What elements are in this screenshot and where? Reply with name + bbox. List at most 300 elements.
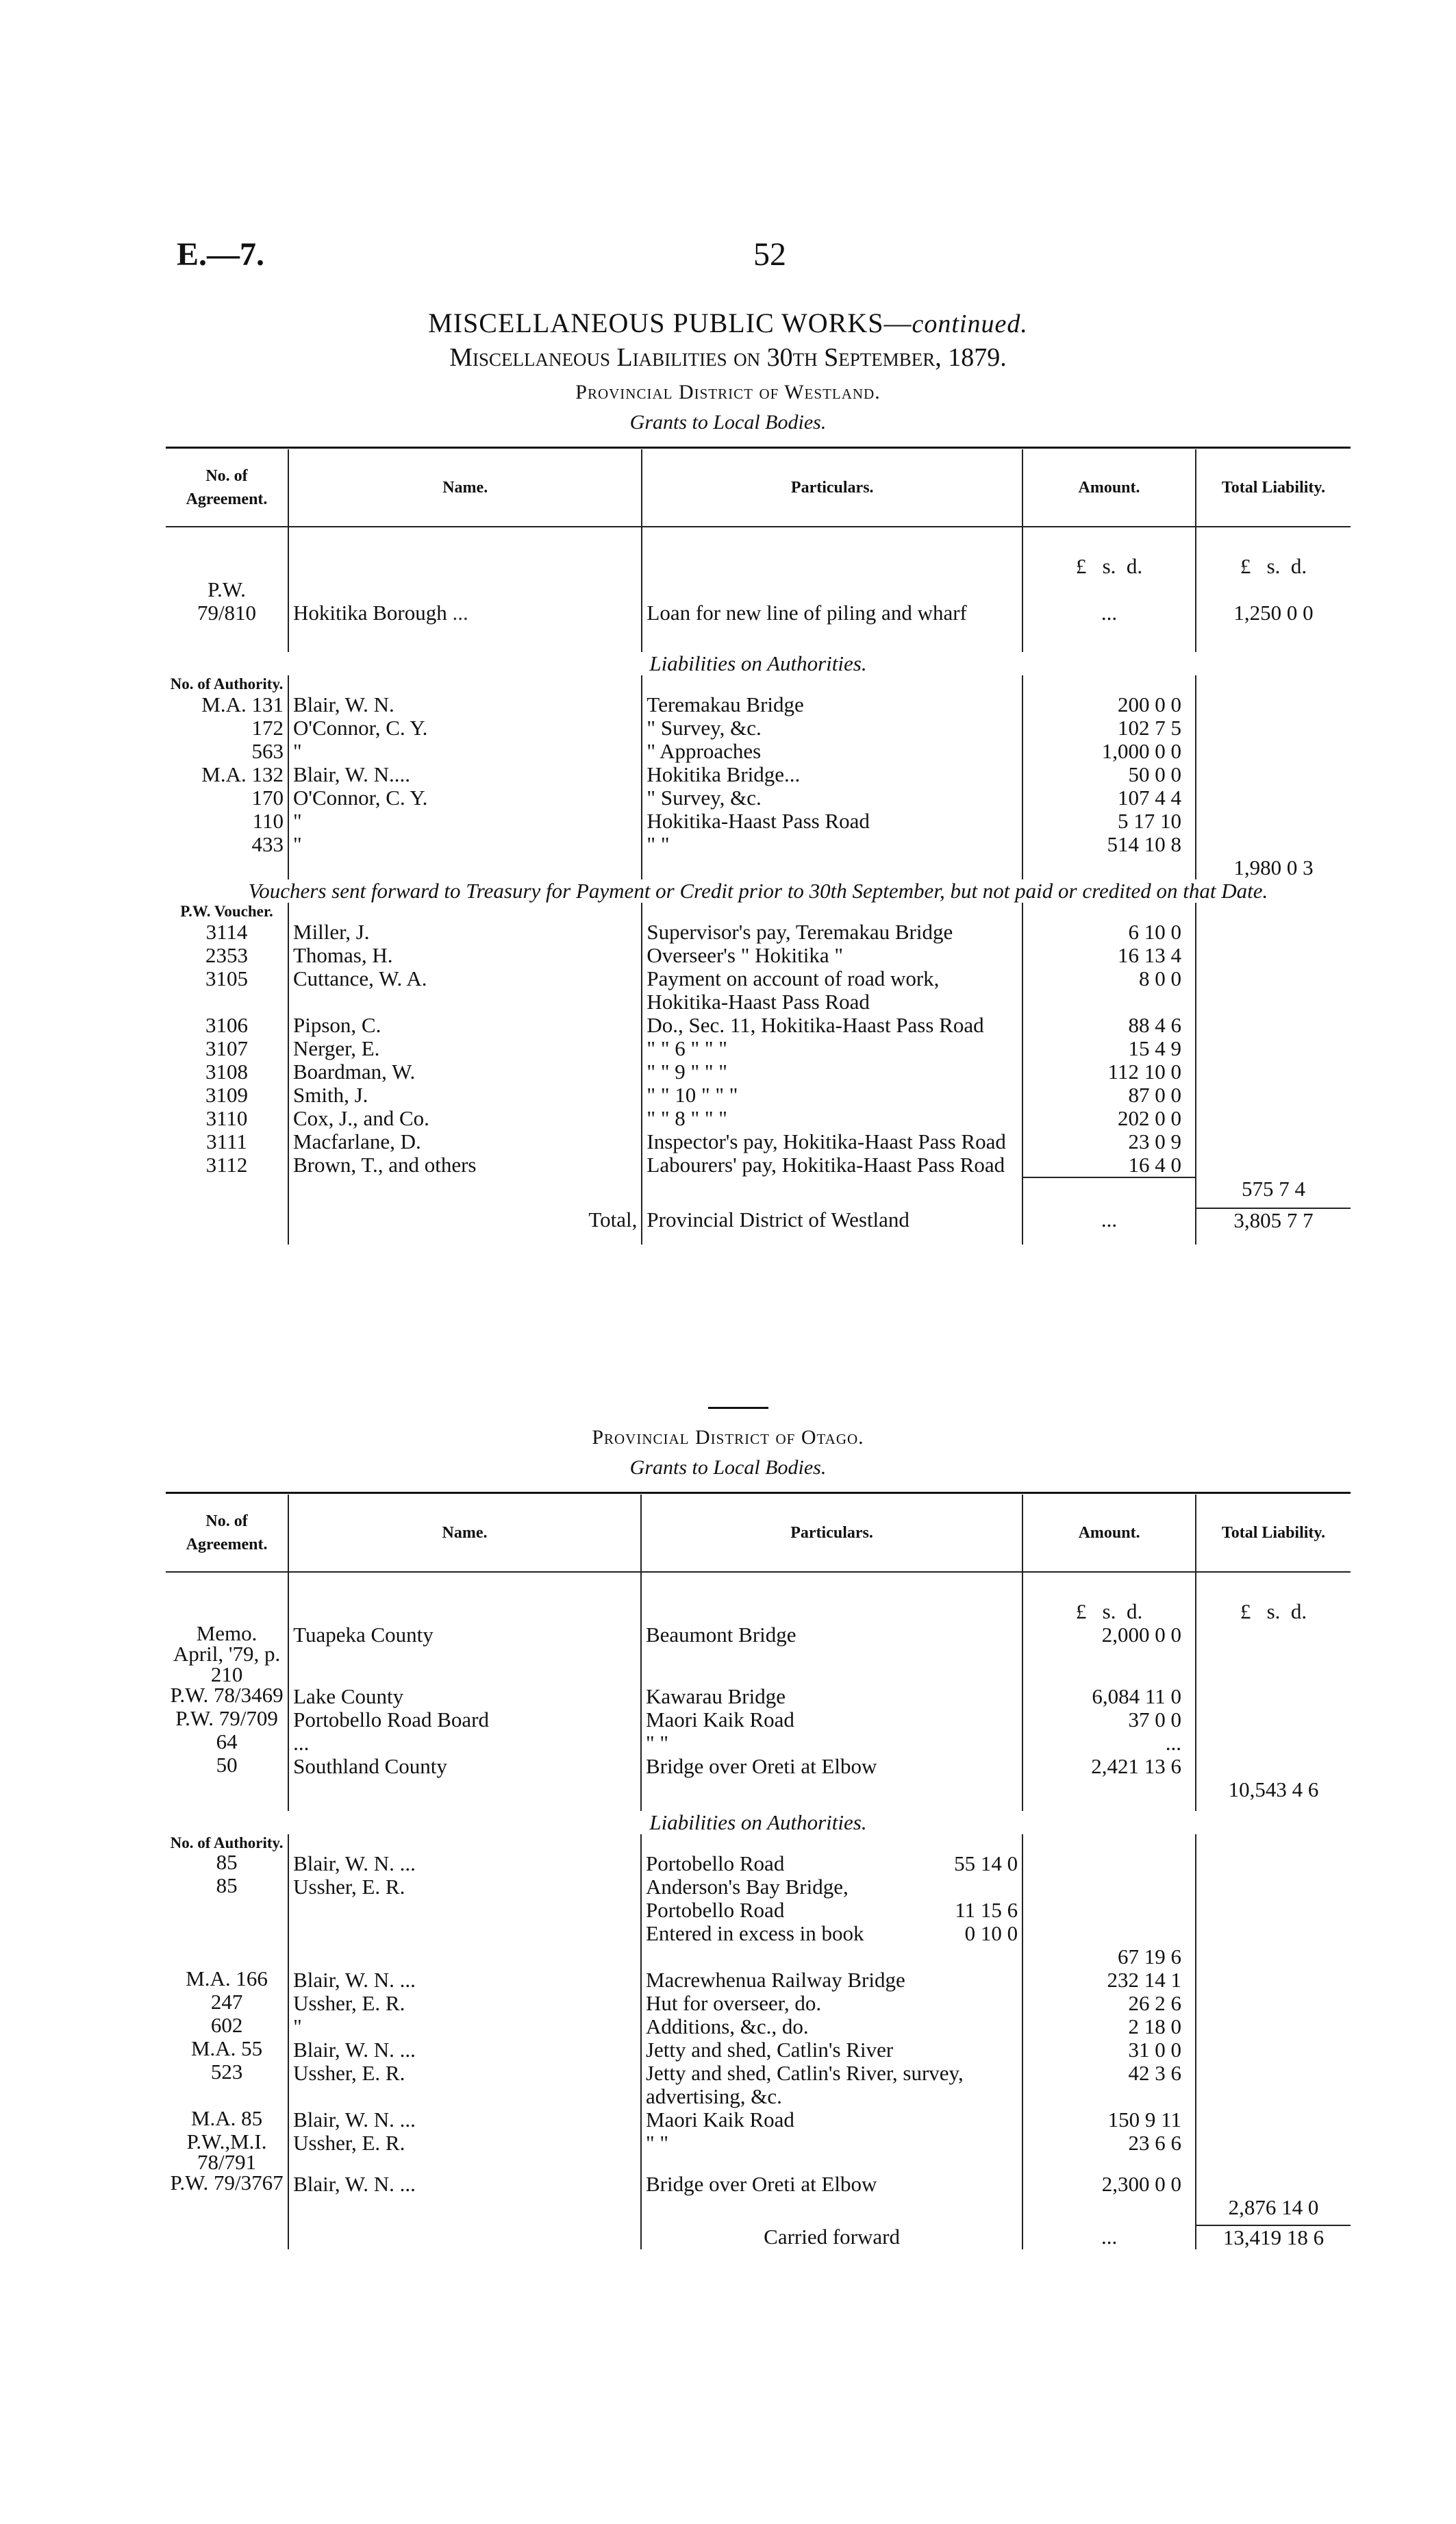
voucher-row	[166, 1130, 1351, 1153]
spacer-row	[166, 1572, 1351, 1600]
cell-particulars	[642, 625, 1022, 652]
cell-name	[288, 555, 642, 578]
cell-number	[166, 527, 288, 555]
authority-row	[166, 740, 1351, 763]
cell-name	[288, 527, 642, 555]
spacer-row	[166, 1232, 1351, 1245]
voucher-row	[166, 921, 1351, 944]
cell-number: 170	[251, 786, 284, 810]
cell-particulars: Overseer's " Hokitika "	[642, 944, 1022, 967]
cell-number	[166, 1945, 288, 1969]
cell-particulars	[641, 1778, 1022, 1801]
cell-name: Thomas, H.	[288, 944, 642, 967]
cell-particulars	[641, 1992, 1022, 2015]
cell-particulars	[641, 1572, 1022, 1600]
cell-number	[166, 578, 288, 625]
cell-name: O'Connor, C. Y.	[288, 786, 642, 810]
cell-name: Ussher, E. R.	[288, 1992, 641, 2015]
cell-name	[288, 1177, 642, 1201]
authority-particulars: Macrewhenua Railway Bridge	[645, 1968, 905, 1992]
cell-number: 433	[251, 832, 284, 856]
cell-name: Blair, W. N. ...	[288, 2173, 641, 2196]
cell-total	[1196, 921, 1351, 944]
cell-total	[1196, 1801, 1351, 1811]
cell-amount: 37 0 0	[1022, 1708, 1196, 1732]
cell-total	[1196, 2219, 1351, 2225]
cell-total	[1196, 1945, 1351, 1969]
vouchers-subtotal-row	[166, 1177, 1351, 1201]
cell-total	[1196, 786, 1351, 810]
authority-row	[166, 2038, 1351, 2062]
cell-name: Blair, W. N. ...	[288, 2038, 641, 2062]
cell-number: M.A. 85	[190, 2106, 263, 2130]
cell-name: ...	[288, 1732, 641, 1755]
cell-amount	[1022, 1922, 1196, 1945]
cell-total	[1196, 675, 1351, 693]
cell-total	[1196, 810, 1351, 833]
shilling-unit: s.	[1102, 1599, 1116, 1623]
pound-unit: £	[1075, 1599, 1087, 1623]
cell-number: 247	[210, 1990, 243, 2014]
cell-name: Cuttance, W. A.	[288, 967, 642, 1014]
cell-number: M.A. 131	[201, 692, 284, 716]
cell-particulars: " Survey, &c.	[642, 716, 1022, 740]
cell-amount: ...	[1022, 2225, 1196, 2249]
cell-number	[166, 856, 288, 879]
cell-name	[288, 675, 642, 693]
cell-amount	[1022, 578, 1196, 625]
authority-row	[166, 2015, 1351, 2038]
cell-amount	[1022, 1177, 1196, 1201]
cell-number	[166, 1572, 288, 1600]
cell-particulars	[642, 903, 1022, 921]
agreements-subtotal-row	[166, 1778, 1351, 1801]
cell-amount: 2,000 0 0	[1022, 1623, 1196, 1685]
cell-particulars: Labourers' pay, Hokitika-Haast Pass Road	[642, 1153, 1022, 1177]
cell-particulars	[642, 856, 1022, 879]
district-westland: Provincial District of Westland.	[575, 381, 881, 403]
cell-amount: 107 4 4	[1022, 786, 1196, 810]
cell-total: 10,543 4 6	[1196, 1778, 1351, 1801]
authority-row	[166, 1875, 1351, 1899]
cell-total	[1196, 625, 1351, 652]
cell-number: P.W.,M.I. 78/791	[186, 2129, 267, 2174]
cell-name: Ussher, E. R.	[288, 1875, 641, 1899]
cell-number: P.W. Voucher.	[180, 903, 273, 920]
agreement-name: Hokitika Borough	[293, 601, 447, 625]
cell-total	[1196, 1060, 1351, 1084]
cell-number: 3108	[205, 1060, 248, 1084]
voucher-row	[166, 967, 1351, 1014]
cell-amount	[1022, 675, 1196, 693]
cell-total	[1196, 1130, 1351, 1153]
cell-total: 13,419 18 6	[1196, 2225, 1351, 2249]
cell-name: Pipson, C.	[288, 1014, 642, 1037]
cell-particulars	[641, 1801, 1022, 1811]
cell-number: 3107	[205, 1036, 248, 1060]
cell-total	[1196, 2038, 1351, 2062]
westland-table	[166, 449, 1351, 1245]
cell-number: 85	[216, 1873, 238, 1897]
cell-number: 3112	[205, 1153, 248, 1177]
cell-number	[166, 1208, 288, 1232]
col-amount: Amount.	[1022, 1495, 1196, 1572]
cell-number: P.W. 78/3469	[170, 1683, 284, 1707]
inner-amount: 55 14 0	[954, 1851, 1018, 1875]
cell-total	[1196, 1922, 1351, 1945]
cell-total	[1196, 1992, 1351, 2015]
cell-name	[288, 1945, 641, 1969]
cell-name: "	[288, 740, 642, 763]
main-title: MISCELLANEOUS PUBLIC WORKS—continued.	[428, 308, 1028, 338]
pence-unit: d.	[1126, 554, 1143, 578]
cell-number	[166, 1778, 288, 1801]
cell-number: 3105	[205, 966, 248, 990]
cell-total	[1196, 944, 1351, 967]
cell-name	[288, 1600, 641, 1623]
cell-total: 2,876 14 0	[1196, 2196, 1351, 2219]
authority-row	[166, 833, 1351, 856]
cell-total	[1196, 1755, 1351, 1778]
cell-number: 602	[210, 2013, 243, 2037]
table-top-rule	[166, 447, 1351, 449]
cell-particulars	[642, 527, 1022, 555]
cell-name: "	[288, 2015, 641, 2038]
cell-amount	[1022, 2196, 1196, 2219]
cell-particulars	[641, 1945, 1022, 1969]
authority-row	[166, 1899, 1351, 1922]
cell-number: M.A. 166	[186, 1966, 268, 1990]
cell-number: No. of Authority.	[170, 1834, 284, 1851]
cell-total	[1196, 1623, 1351, 1685]
spacer-row	[166, 2219, 1351, 2225]
shilling-unit: s.	[1102, 554, 1116, 578]
cell-name: Smith, J.	[288, 1084, 642, 1107]
cell-amount	[1022, 1852, 1196, 1875]
authorities-subtotal-row	[166, 856, 1351, 879]
cell-number: 3114	[205, 920, 248, 944]
liabilities-heading	[166, 652, 1351, 675]
cell-number	[166, 2196, 288, 2219]
cell-particulars	[641, 1969, 1022, 1992]
col-agreement: No. of Agreement.	[166, 1495, 288, 1572]
agreement-row	[166, 1623, 1351, 1685]
cell-particulars	[641, 1834, 1022, 1852]
col-total: Total Liability.	[1196, 1495, 1351, 1572]
cell-particulars: Payment on account of road work, Hokitika-Haast Pass Road	[642, 967, 1022, 1014]
voucher-label-row	[166, 903, 1351, 921]
cell-total	[1196, 693, 1351, 716]
agreement-row	[166, 1732, 1351, 1755]
cell-number: 563	[251, 739, 284, 763]
cell-number: 85	[216, 1850, 238, 1874]
cell-number: M.A. 55	[190, 2036, 263, 2060]
carried-forward-row	[166, 2225, 1351, 2249]
cell-amount: 23 0 9	[1022, 1130, 1196, 1153]
cell-name	[288, 1572, 641, 1600]
cell-total	[1196, 2015, 1351, 2038]
pence-unit: d.	[1290, 1599, 1307, 1623]
section-label: Vouchers sent forward to Treasury for Payment or Credit prior to 30th September, but not paid or credited on that Date.	[248, 879, 1268, 903]
agreement-row	[166, 1755, 1351, 1778]
cell-amount: 31 0 0	[1022, 2038, 1196, 2062]
cell-amount: 6,084 11 0	[1022, 1685, 1196, 1708]
cell-amount: 6 10 0	[1022, 921, 1196, 944]
cell-number: 50	[216, 1753, 238, 1777]
cell-name: Blair, W. N. ...	[288, 2108, 641, 2132]
cell-particulars	[641, 2038, 1022, 2062]
cell-particulars	[641, 2015, 1022, 2038]
otago-table-top-rule	[166, 1492, 1351, 1494]
cell-number: Memo. April, '79, p. 210	[173, 1621, 281, 1686]
cell-amount: 23 6 6	[1022, 2132, 1196, 2173]
cell-amount: 87 0 0	[1022, 1084, 1196, 1107]
authority-row	[166, 2173, 1351, 2196]
cell-name: Cox, J., and Co.	[288, 1107, 642, 1130]
cell-amount	[1022, 1834, 1196, 1852]
cell-name	[288, 856, 642, 879]
cell-particulars	[641, 1875, 1022, 1899]
cell-name: Total,	[288, 1208, 642, 1232]
col-agreement: No. of Agreement.	[166, 449, 288, 527]
authority-label-row	[166, 1834, 1351, 1852]
leader-dots: ...	[452, 601, 468, 625]
cell-particulars: " " 9 " " "	[642, 1060, 1022, 1084]
shilling-unit: s.	[1266, 1599, 1281, 1623]
cell-name	[288, 1922, 641, 1945]
cell-particulars: " " 6 " " "	[642, 1037, 1022, 1060]
cell-total	[1196, 1685, 1351, 1708]
cell-amount: 50 0 0	[1022, 763, 1196, 786]
voucher-row	[166, 1084, 1351, 1107]
cell-number: 3106	[205, 1013, 248, 1037]
cell-particulars: " "	[641, 1732, 1022, 1755]
cell-amount: 1,000 0 0	[1022, 740, 1196, 763]
cell-number	[166, 1600, 288, 1623]
inner-amount: 11 15 6	[955, 1898, 1018, 1922]
col-total: Total Liability.	[1196, 449, 1351, 527]
cell-number	[166, 2219, 288, 2225]
cell-name: Blair, W. N....	[288, 763, 642, 786]
spacer-row	[166, 625, 1351, 652]
cell-name: Ussher, E. R.	[288, 2132, 641, 2173]
cell-name: Macfarlane, D.	[288, 1130, 642, 1153]
cell-total	[1196, 716, 1351, 740]
cell-total	[1196, 1107, 1351, 1130]
cell-particulars	[641, 2196, 1022, 2219]
cell-amount: 112 10 0	[1022, 1060, 1196, 1084]
authority-row	[166, 2108, 1351, 2132]
cell-total	[1196, 1875, 1351, 1899]
cell-amount: 200 0 0	[1022, 693, 1196, 716]
subtitle: Miscellaneous Liabilities on 30th September, 1879.	[449, 343, 1007, 372]
authority-row	[166, 2062, 1351, 2108]
cell-name	[288, 1232, 642, 1245]
cell-amount: 150 9 11	[1022, 2108, 1196, 2132]
cell-amount	[1022, 903, 1196, 921]
units-row	[166, 555, 1351, 578]
cell-amount: 67 19 6	[1022, 1945, 1196, 1969]
cell-total	[1196, 1708, 1351, 1732]
cell-number: P.W. 79/3767	[170, 2171, 284, 2195]
liabilities-heading	[166, 1811, 1351, 1834]
voucher-row	[166, 1037, 1351, 1060]
authority-row	[166, 763, 1351, 786]
cell-particulars: Carried forward	[641, 2225, 1022, 2249]
cell-particulars: " " 8 " " "	[642, 1107, 1022, 1130]
authority-particulars: Anderson's Bay Bridge,	[645, 1875, 849, 1899]
cell-name	[288, 2196, 641, 2219]
authority-row	[166, 2132, 1351, 2173]
cell-name	[288, 1801, 641, 1811]
cell-number: 2353	[205, 943, 248, 967]
agreement-total: 1,250 0 0	[1233, 601, 1314, 625]
cell-total	[1196, 578, 1351, 625]
cell-number	[166, 1922, 288, 1945]
voucher-row	[166, 1060, 1351, 1084]
cell-number: 3109	[205, 1083, 248, 1107]
cell-number: M.A. 132	[201, 762, 284, 786]
cell-particulars: Hokitika Bridge...	[642, 763, 1022, 786]
agreement-row	[166, 578, 1351, 625]
cell-particulars	[642, 1177, 1022, 1201]
cell-number	[166, 2225, 288, 2249]
col-particulars: Particulars.	[642, 449, 1022, 527]
pence-unit: d.	[1127, 1599, 1143, 1623]
cell-total	[1196, 2108, 1351, 2132]
cell-particulars: " Approaches	[642, 740, 1022, 763]
voucher-row	[166, 944, 1351, 967]
cell-number: 64	[216, 1729, 238, 1753]
cell-name	[288, 2225, 641, 2249]
cell-total	[1196, 740, 1351, 763]
section-divider	[708, 1407, 768, 1409]
cell-amount: 16 4 0	[1022, 1153, 1196, 1177]
cell-particulars	[642, 555, 1022, 578]
authority-particulars: Bridge over Oreti at Elbow	[645, 2172, 877, 2196]
cell-particulars	[641, 1852, 1022, 1875]
cell-name: Ussher, E. R.	[288, 2062, 641, 2108]
cell-amount: 2 18 0	[1022, 2015, 1196, 2038]
cell-name: Blair, W. N.	[288, 693, 642, 716]
grants-heading-westland: Grants to Local Bodies.	[629, 411, 827, 434]
authority-row	[166, 1922, 1351, 1945]
authority-row	[166, 786, 1351, 810]
cell-total	[1196, 1232, 1351, 1245]
voucher-row	[166, 1014, 1351, 1037]
cell-number	[166, 1177, 288, 1201]
spacer-row	[166, 527, 1351, 555]
report-code: E.—7.	[177, 236, 265, 273]
section-label: Liabilities on Authorities.	[649, 651, 867, 675]
cell-particulars: Beaumont Bridge	[641, 1623, 1022, 1685]
cell-amount: 42 3 6	[1022, 2062, 1196, 2108]
cell-total	[1196, 2062, 1351, 2108]
cell-name	[288, 1899, 641, 1922]
cell-total	[1196, 1201, 1351, 1208]
cell-amount: 102 7 5	[1022, 716, 1196, 740]
authority-particulars: Additions, &c., do.	[645, 2014, 809, 2038]
cell-particulars: Inspector's pay, Hokitika-Haast Pass Road	[642, 1130, 1022, 1153]
page-number: 52	[753, 236, 786, 273]
cell-amount: 5 17 10	[1022, 810, 1196, 833]
cell-amount: 514 10 8	[1022, 833, 1196, 856]
cell-amount	[1022, 856, 1196, 879]
cell-particulars: " " 10 " " "	[642, 1084, 1022, 1107]
cell-name: Brown, T., and others	[288, 1153, 642, 1177]
cell-total	[1196, 763, 1351, 786]
authority-row	[166, 716, 1351, 740]
authority-row	[166, 1852, 1351, 1875]
cell-amount	[1022, 1232, 1196, 1245]
pound-unit: £	[1075, 554, 1087, 578]
agreement-row	[166, 1685, 1351, 1708]
cell-total	[1196, 555, 1351, 578]
cell-name	[288, 903, 642, 921]
agreement-row	[166, 1708, 1351, 1732]
cell-name: "	[288, 810, 642, 833]
cell-total	[1196, 1834, 1351, 1852]
col-name: Name.	[288, 1495, 641, 1572]
cell-name: Portobello Road Board	[288, 1708, 641, 1732]
col-particulars: Particulars.	[641, 1495, 1022, 1572]
cell-amount: 8 0 0	[1022, 967, 1196, 1014]
agreement-particulars: Loan for new line of piling and wharf	[647, 601, 967, 625]
cell-amount	[1022, 1801, 1196, 1811]
authority-particulars: " "	[645, 2131, 669, 2155]
cell-amount: ...	[1022, 1208, 1196, 1232]
district-otago: Provincial District of Otago.	[592, 1426, 864, 1449]
cell-amount: 202 0 0	[1022, 1107, 1196, 1130]
agreement-number: 79/810	[197, 601, 257, 625]
cell-name: "	[288, 833, 642, 856]
cell-total	[1196, 1732, 1351, 1755]
cell-number: 172	[251, 716, 284, 740]
cell-particulars	[642, 675, 1022, 693]
cell-total: 575 7 4	[1196, 1177, 1351, 1201]
cell-name	[288, 1834, 641, 1852]
authority-particulars: Portobello Road	[645, 1898, 785, 1922]
cell-total	[1196, 1572, 1351, 1600]
cell-amount: 2,300 0 0	[1022, 2173, 1196, 2196]
cell-particulars: Bridge over Oreti at Elbow	[641, 1755, 1022, 1778]
col-name: Name.	[288, 449, 642, 527]
cell-total	[1196, 1037, 1351, 1060]
cell-name	[288, 1778, 641, 1801]
cell-name	[288, 578, 642, 625]
cell-total	[1196, 1600, 1351, 1623]
cell-particulars	[641, 2132, 1022, 2173]
cell-particulars: " Survey, &c.	[642, 786, 1022, 810]
authority-particulars: Jetty and shed, Catlin's River, survey, advertising, &c.	[645, 2061, 964, 2108]
cell-number: No. of Authority.	[170, 675, 284, 692]
cell-name: Blair, W. N. ...	[288, 1969, 641, 1992]
cell-total	[1196, 1969, 1351, 1992]
cell-particulars	[642, 578, 1022, 625]
cell-amount	[1022, 1572, 1196, 1600]
grants-heading-otago: Grants to Local Bodies.	[629, 1456, 827, 1479]
cell-total	[1196, 1014, 1351, 1037]
cell-particulars	[641, 2173, 1022, 2196]
cell-particulars: Do., Sec. 11, Hokitika-Haast Pass Road	[642, 1014, 1022, 1037]
cell-amount	[1022, 555, 1196, 578]
col-amount: Amount.	[1022, 449, 1196, 527]
authority-row	[166, 810, 1351, 833]
inner-amount: 0 10 0	[964, 1921, 1018, 1945]
cell-total	[1196, 1084, 1351, 1107]
cell-name	[288, 625, 642, 652]
cell-amount: 232 14 1	[1022, 1969, 1196, 1992]
